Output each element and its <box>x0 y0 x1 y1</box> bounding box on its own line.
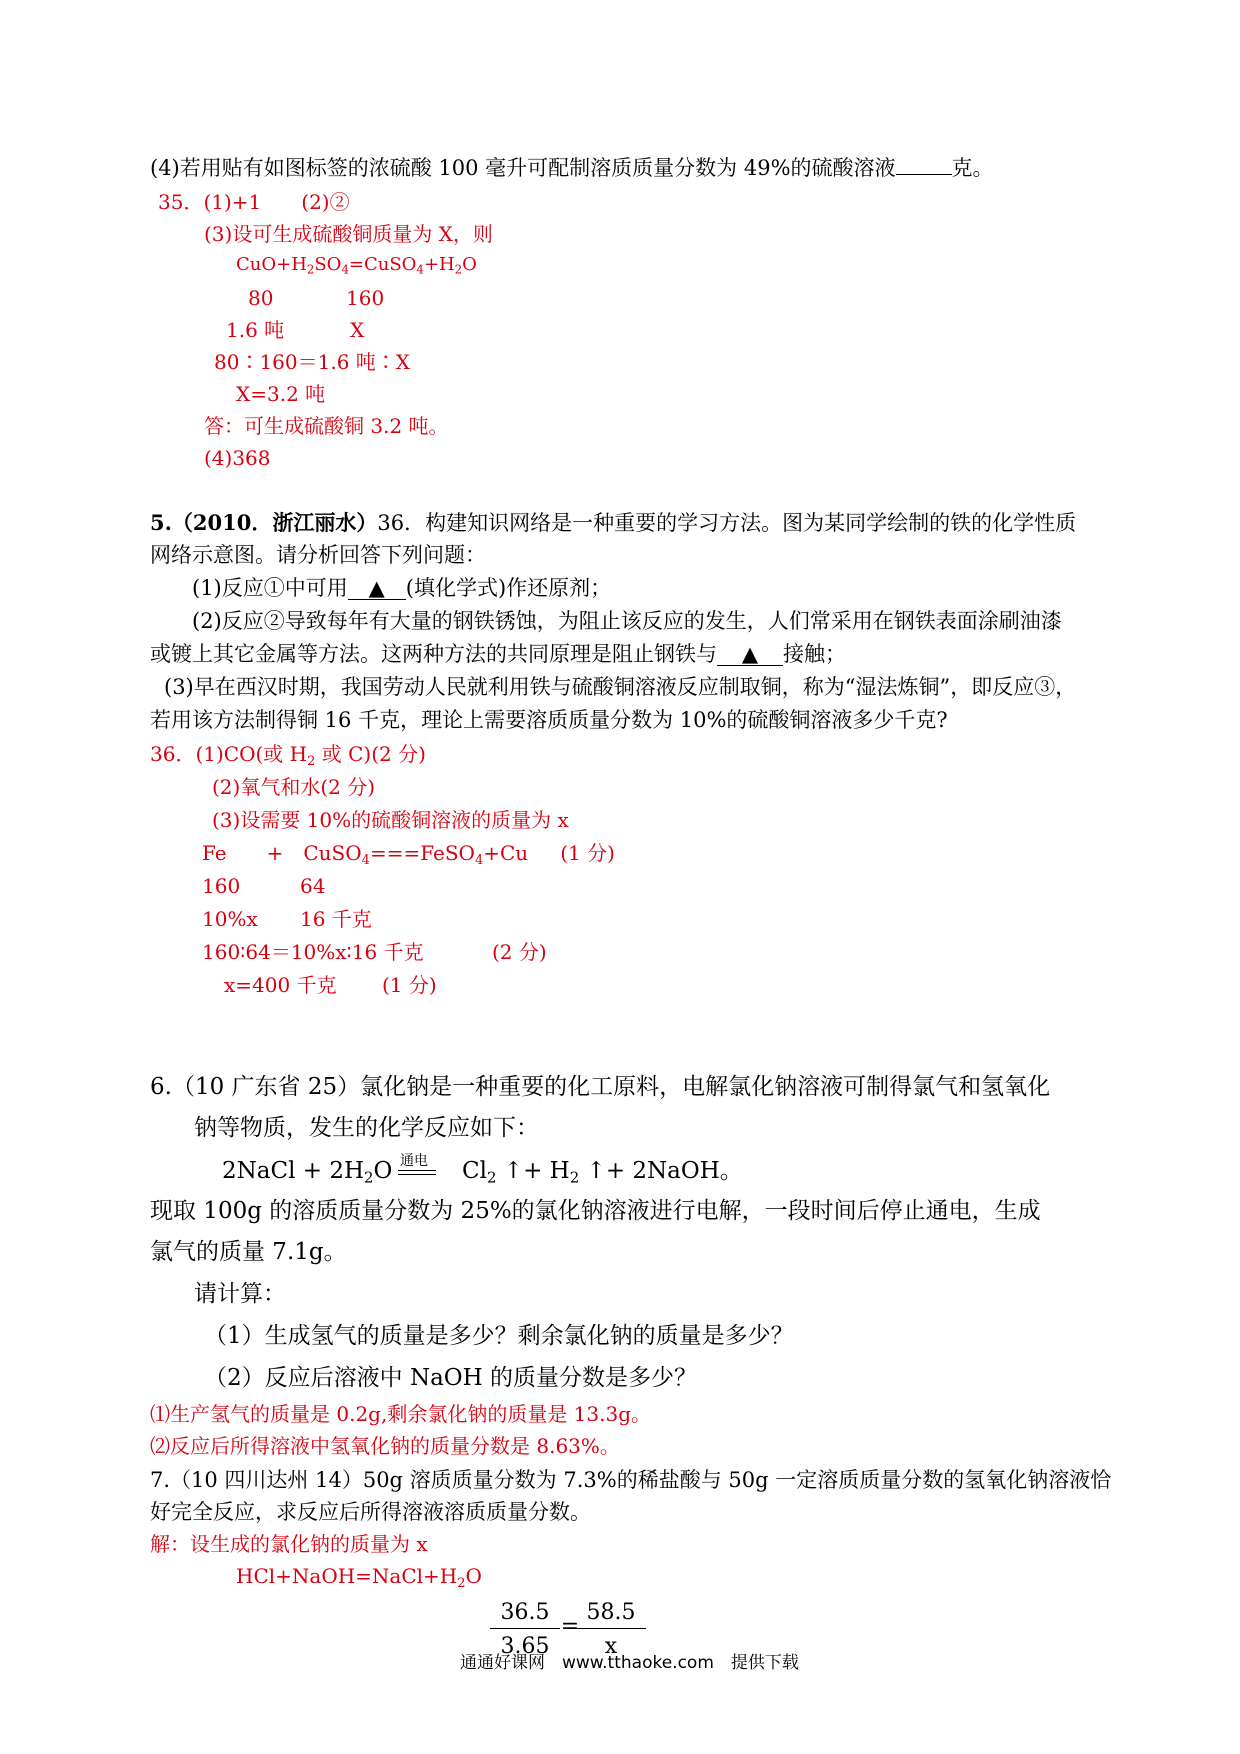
q35-equation: $CuO+H_2SO_4=CuSO_4+H_2O$ <box>236 254 477 277</box>
q7-fraction1-numerator: 36.5 <box>500 1600 550 1625</box>
q7-fraction1-denominator: 3.65 <box>500 1634 550 1659</box>
q5-part3-line1: (3)早在西汉时期，我国劳动人民就利用铁与硫酸铜溶液反应制取铜，称为“湿法炼铜”，即反应③， <box>164 675 1077 699</box>
q5-ratio-score: (2 分) <box>492 940 547 964</box>
q5-part3-line2: 若用该方法制得铜 16 千克，理论上需要溶质质量分数为 10%的硫酸铜溶液多少千克? <box>150 708 948 732</box>
q35-molar-mass-cuo: 80 <box>248 286 274 310</box>
q5-part1: (1)反应①中可用 ▲ (填化学式)作还原剂； <box>192 576 612 600</box>
q35-molar-mass-cuso4: 160 <box>346 286 385 310</box>
q6-equation-left: 2NaCl + $2H_2O$ <box>222 1158 393 1187</box>
q35-ratio: 80∶160＝1.6 吨∶X <box>214 350 411 374</box>
q7-fraction1-bar <box>490 1628 560 1629</box>
q35-answer-part4: (4)368 <box>204 446 271 470</box>
q5-intro-line2: 网络示意图。请分析回答下列问题： <box>150 543 486 567</box>
q35-unknown: X <box>350 318 365 342</box>
q6-electrolysis-label: 通电 <box>400 1153 428 1169</box>
q7-solution-intro: 解：设生成的氯化钠的质量为 x <box>150 1532 428 1556</box>
q5-molar-mass-cu: 64 <box>300 874 326 898</box>
q6-line7: （2）反应后溶液中 NaOH 的质量分数是多少？ <box>204 1365 698 1391</box>
q7-equation: $HCl+NaOH=NaCl+H_2O$ <box>236 1564 482 1591</box>
q35-result: X=3.2 吨 <box>236 382 326 406</box>
q6-line2: 钠等物质，发生的化学反应如下： <box>194 1115 539 1141</box>
q5-answer-2: (2)氧气和水(2 分) <box>212 775 376 799</box>
answer-blank-triangle: ▲ <box>348 578 406 600</box>
q6-line6: （1）生成氢气的质量是多少？剩余氯化钠的质量是多少？ <box>204 1323 794 1349</box>
q5-part2-line1: (2)反应②导致每年有大量的钢铁锈蚀，为阻止该反应的发生，人们常采用在钢铁表面涂刷油漆 <box>192 609 1062 633</box>
q6-equation-right: $Cl_2$ ↑+ $H_2$ ↑+ 2NaOH。 <box>462 1158 743 1187</box>
q5-unknown-mass: 10%x <box>202 907 258 931</box>
q5-given-mass: 16 千克 <box>300 907 372 931</box>
page-footer: 通通好课网 www.tthaoke.com 提供下载 <box>460 1653 799 1673</box>
q5-result-score: (1 分) <box>382 973 437 997</box>
q35-answer-3-intro: (3)设可生成硫酸铜质量为 X，则 <box>204 222 493 246</box>
q6-line4: 氯气的质量 7.1g。 <box>150 1239 347 1265</box>
q7-fraction2-bar <box>576 1628 646 1629</box>
q5-answer-3-intro: (3)设需要 10%的硫酸铜溶液的质量为 x <box>212 808 569 832</box>
answer-blank-triangle: ▲ <box>717 644 783 666</box>
q7-line2: 好完全反应，求反应后所得溶液溶质质量分数。 <box>150 1500 591 1524</box>
q5-heading: 5.（2010．浙江丽水）36．构建知识网络是一种重要的学习方法。图为某同学绘制的铁的化学性质 <box>150 510 1077 535</box>
q35-part4-question: (4)若用贴有如图标签的浓硫酸 100 毫升可配制溶质质量分数为 49%的硫酸溶液 克。 <box>150 156 994 180</box>
q6-answer-2: ⑵反应后所得溶液中氢氧化钠的质量分数是 8.63%。 <box>150 1434 620 1458</box>
q5-part2-line2: 或镀上其它金属等方法。这两种方法的共同原理是阻止钢铁与 ▲ 接触； <box>150 642 846 666</box>
q6-answer-1: ⑴生产氢气的质量是 0.2g,剩余氯化钠的质量是 13.3g。 <box>150 1402 652 1426</box>
q5-ratio: 160∶64＝10%x∶16 千克 <box>202 940 424 964</box>
q6-line5: 请计算： <box>194 1281 286 1307</box>
q7-line1: 7.（10 四川达州 14）50g 溶质质量分数为 7.3%的稀盐酸与 50g 一定溶质质量分数的氢氧化钠溶液恰 <box>150 1468 1112 1492</box>
q5-molar-mass-cuso4: 160 <box>202 874 241 898</box>
q7-fraction2-numerator: 58.5 <box>586 1600 636 1625</box>
q5-result: x=400 千克 <box>224 973 337 997</box>
q35-given-mass: 1.6 吨 <box>226 318 285 342</box>
q7-fraction2-denominator: x <box>604 1634 618 1659</box>
q5-answer-1: 36．(1)CO(或 $H_2$ 或 C)(2 分) <box>150 742 426 769</box>
q35-answer-1-2: 35．(1)+1 (2)② <box>158 190 350 214</box>
q7-equals-sign: = <box>560 1614 580 1639</box>
q6-reaction-arrow-line1 <box>398 1170 436 1171</box>
q6-line1: 6.（10 广东省 25）氯化钠是一种重要的化工原料，电解氯化钠溶液可制得氯气和氢氧化 <box>150 1074 1051 1100</box>
q6-line3: 现取 100g 的溶质质量分数为 25%的氯化钠溶液进行电解，一段时间后停止通电，生成 <box>150 1198 1041 1224</box>
q6-reaction-arrow-line2 <box>398 1174 436 1175</box>
q35-answer-statement: 答：可生成硫酸铜 3.2 吨。 <box>204 414 449 438</box>
q5-equation: Fe + CuSO$_4$===FeSO$_4$+Cu (1 分) <box>202 841 615 868</box>
